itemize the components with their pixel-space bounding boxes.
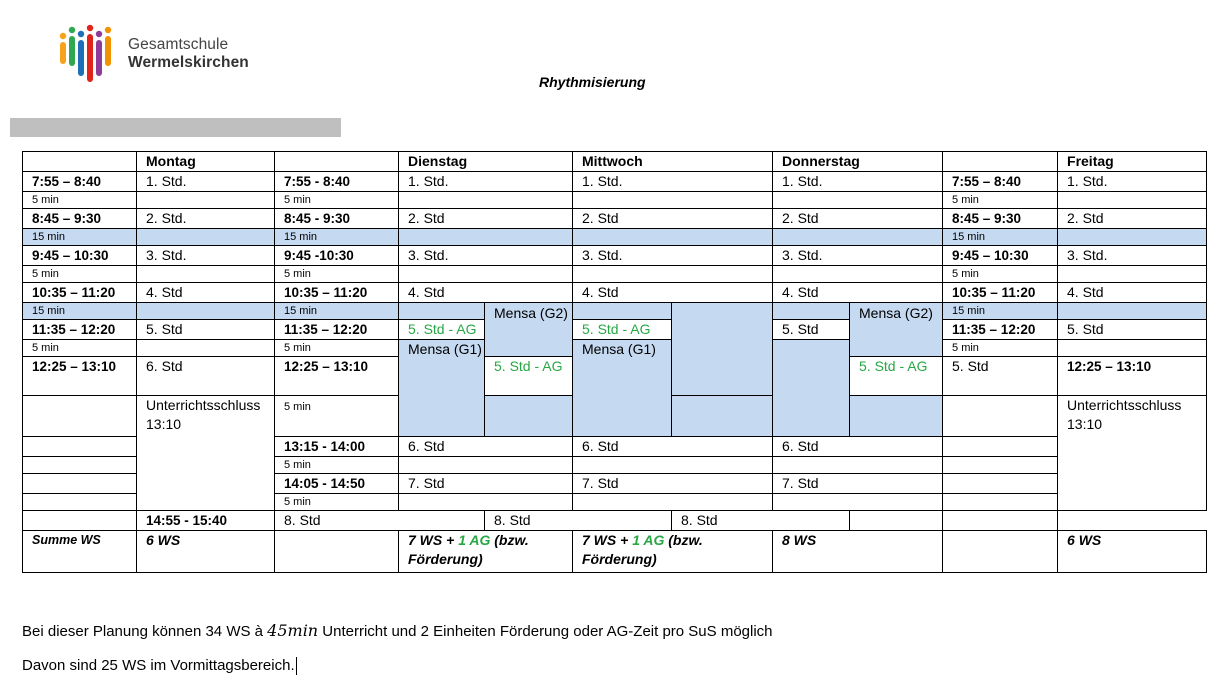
time-cell: 10:35 – 11:20	[23, 283, 137, 303]
lesson-cell: 5. Std	[1058, 320, 1207, 340]
time-cell: 11:35 – 12:20	[275, 320, 399, 340]
table-row	[23, 511, 1207, 531]
time-cell: 9:45 – 10:30	[23, 246, 137, 266]
summary-mittwoch	[573, 531, 773, 573]
time-cell: 12:25 – 13:10	[1058, 357, 1207, 396]
summary-prefix: 7 WS +	[408, 532, 459, 548]
empty-cell	[399, 303, 485, 320]
empty-cell	[137, 229, 275, 246]
lesson-cell: 5. Std	[943, 357, 1058, 396]
logo-line-1: Gesamtschule	[128, 36, 229, 53]
lesson-cell: 4. Std	[1058, 283, 1207, 303]
empty-cell	[1058, 229, 1207, 246]
pause-cell: 5 min	[23, 340, 137, 357]
table-row	[23, 246, 1207, 266]
time-cell: 10:35 – 11:20	[275, 283, 399, 303]
lesson-cell: 2. Std	[399, 209, 573, 229]
pause-row	[23, 192, 1207, 209]
summary-suffix: (bzw. Förderung)	[408, 532, 529, 567]
lesson-cell: 6. Std	[773, 437, 943, 457]
time-cell: 10:35 – 11:20	[943, 283, 1058, 303]
lesson-cell: 2. Std	[773, 209, 943, 229]
logo-figures-icon	[58, 22, 128, 84]
lesson-cell: 8. Std	[275, 511, 485, 531]
pause-cell: 5 min	[943, 192, 1058, 209]
empty-cell	[275, 531, 399, 573]
page-title: Rhythmisierung	[539, 74, 646, 90]
empty-cell	[773, 303, 850, 320]
summary-row	[23, 531, 1207, 573]
end-of-lessons-freitag: Unterrichtsschluss 13:10	[1058, 396, 1207, 511]
mensa-g1-dienstag: Mensa (G1)	[399, 340, 485, 437]
pause-row-long	[23, 303, 1207, 320]
header-empty	[275, 152, 399, 172]
header-donnerstag: Donnerstag	[773, 152, 943, 172]
footer-text-b: Unterricht und 2 Einheiten Förderung oder AG-Zeit pro SuS möglich	[318, 623, 773, 640]
mensa-block	[773, 340, 850, 437]
lesson-cell: 1. Std.	[773, 172, 943, 192]
empty-cell	[399, 457, 573, 474]
empty-cell	[773, 266, 943, 283]
lesson-cell: 2. Std.	[137, 209, 275, 229]
empty-cell	[773, 229, 943, 246]
pause-cell: 15 min	[275, 303, 399, 320]
header-montag: Montag	[137, 152, 275, 172]
lesson-cell: 2. Std	[573, 209, 773, 229]
time-cell: 12:25 – 13:10	[23, 357, 137, 396]
lesson-cell: 8. Std	[672, 511, 850, 531]
empty-cell	[943, 511, 1058, 531]
lesson-cell: 6. Std	[399, 437, 573, 457]
empty-cell	[943, 457, 1058, 474]
header-mittwoch: Mittwoch	[573, 152, 773, 172]
empty-cell	[137, 340, 275, 357]
empty-cell	[773, 192, 943, 209]
mensa-block	[850, 396, 943, 437]
empty-cell	[1058, 340, 1207, 357]
empty-cell	[1058, 192, 1207, 209]
pause-cell: 5 min	[275, 494, 399, 511]
pause-cell: 15 min	[943, 303, 1058, 320]
table-row	[23, 172, 1207, 192]
empty-cell	[773, 494, 943, 511]
header-dienstag: Dienstag	[399, 152, 573, 172]
lesson-cell: 3. Std.	[399, 246, 573, 266]
schedule-table	[22, 151, 1207, 573]
lesson-cell: 8. Std	[485, 511, 672, 531]
empty-cell	[573, 494, 773, 511]
empty-cell	[137, 266, 275, 283]
mensa-block	[485, 396, 573, 437]
time-cell: 12:25 – 13:10	[275, 357, 399, 396]
lesson-cell: 1. Std.	[137, 172, 275, 192]
time-cell: 14:55 - 15:40	[137, 511, 275, 531]
empty-cell	[943, 531, 1058, 573]
lesson-cell: 1. Std.	[573, 172, 773, 192]
time-cell: 8:45 – 9:30	[943, 209, 1058, 229]
pause-cell: 15 min	[23, 229, 137, 246]
ag-cell-mittwoch: 5. Std - AG	[573, 320, 672, 340]
empty-cell	[23, 457, 137, 474]
pause-cell: 5 min	[275, 340, 399, 357]
ag-cell-dienstag: 5. Std - AG	[399, 320, 485, 340]
lesson-cell: 5. Std	[773, 320, 850, 340]
header-row	[23, 152, 1207, 172]
text-cursor	[296, 657, 297, 675]
summary-donnerstag: 8 WS	[773, 531, 943, 573]
empty-cell	[1058, 266, 1207, 283]
lesson-cell: 3. Std.	[573, 246, 773, 266]
time-cell: 7:55 - 8:40	[275, 172, 399, 192]
pause-cell: 15 min	[23, 303, 137, 320]
logo-wordmark	[128, 36, 249, 72]
lesson-cell: 6. Std	[137, 357, 275, 396]
footer-line-2	[22, 657, 297, 675]
lesson-cell: 1. Std.	[399, 172, 573, 192]
ag-cell-dienstag-2: 5. Std - AG	[485, 357, 573, 396]
pause-cell: 15 min	[275, 229, 399, 246]
pause-cell: 5 min	[943, 266, 1058, 283]
lesson-cell: 3. Std.	[137, 246, 275, 266]
footer-math: 45min	[267, 621, 319, 640]
time-cell: 7:55 – 8:40	[943, 172, 1058, 192]
lesson-cell: 4. Std	[399, 283, 573, 303]
lesson-cell: 2. Std	[1058, 209, 1207, 229]
empty-cell	[399, 266, 573, 283]
lesson-cell: 7. Std	[399, 474, 573, 494]
lesson-cell: 4. Std	[137, 283, 275, 303]
mensa-g1-mittwoch: Mensa (G1)	[573, 340, 672, 437]
table-row	[23, 209, 1207, 229]
lesson-cell: 7. Std	[573, 474, 773, 494]
empty-cell	[137, 303, 275, 320]
header-freitag: Freitag	[1058, 152, 1207, 172]
empty-cell	[399, 229, 573, 246]
mensa-block	[672, 396, 773, 437]
empty-cell	[943, 474, 1058, 494]
empty-cell	[573, 303, 672, 320]
empty-cell	[23, 494, 137, 511]
empty-cell	[943, 494, 1058, 511]
pause-cell: 5 min	[23, 192, 137, 209]
pause-cell: 5 min	[275, 457, 399, 474]
pause-cell: 5 min	[275, 266, 399, 283]
time-cell: 13:15 - 14:00	[275, 437, 399, 457]
empty-cell	[399, 494, 573, 511]
gray-bar	[10, 118, 341, 137]
time-cell: 9:45 – 10:30	[943, 246, 1058, 266]
footer-line-1	[22, 621, 773, 640]
pause-row	[23, 266, 1207, 283]
summary-prefix: 7 WS +	[582, 532, 633, 548]
summary-dienstag	[399, 531, 573, 573]
pause-row-long	[23, 229, 1207, 246]
pause-cell: 5 min	[275, 192, 399, 209]
empty-cell	[23, 511, 137, 531]
empty-cell	[399, 192, 573, 209]
end-of-lessons-montag: Unterrichtsschluss 13:10	[137, 396, 275, 511]
lesson-cell: 4. Std	[573, 283, 773, 303]
empty-cell	[573, 266, 773, 283]
table-row	[23, 283, 1207, 303]
lesson-cell: 6. Std	[573, 437, 773, 457]
empty-cell	[943, 437, 1058, 457]
empty-cell	[943, 396, 1058, 437]
footer-text-a: Bei dieser Planung können 34 WS à	[22, 623, 268, 640]
empty-cell	[850, 511, 943, 531]
time-cell: 11:35 – 12:20	[943, 320, 1058, 340]
empty-cell	[1058, 303, 1207, 320]
lesson-cell: 3. Std.	[1058, 246, 1207, 266]
summary-montag: 6 WS	[137, 531, 275, 573]
summary-ag: 1 AG	[632, 532, 665, 548]
empty-cell	[23, 474, 137, 494]
footer-text-2: Davon sind 25 WS im Vormittagsbereich.	[22, 657, 295, 674]
summary-ag: 1 AG	[458, 532, 491, 548]
summary-label: Summe WS	[23, 531, 137, 573]
mensa-g2-donnerstag: Mensa (G2)	[850, 303, 943, 357]
lesson-cell: 7. Std	[773, 474, 943, 494]
lesson-cell: 5. Std	[137, 320, 275, 340]
empty-cell	[573, 229, 773, 246]
empty-cell	[573, 457, 773, 474]
empty-cell	[23, 396, 137, 437]
time-cell: 9:45 -10:30	[275, 246, 399, 266]
empty-cell	[23, 437, 137, 457]
ag-cell-mittwoch-2: 5. Std - AG	[850, 357, 943, 396]
empty-cell	[773, 457, 943, 474]
time-cell: 8:45 - 9:30	[275, 209, 399, 229]
pause-cell: 5 min	[943, 340, 1058, 357]
pause-cell: 5 min	[275, 396, 399, 437]
pause-cell: 5 min	[23, 266, 137, 283]
pause-row	[23, 340, 1207, 357]
lesson-cell: 3. Std.	[773, 246, 943, 266]
empty-cell	[137, 192, 275, 209]
time-cell: 14:05 - 14:50	[275, 474, 399, 494]
summary-suffix: (bzw. Förderung)	[582, 532, 703, 567]
empty-cell	[573, 192, 773, 209]
logo-line-2: Wermelskirchen	[128, 54, 249, 71]
lesson-cell: 4. Std	[773, 283, 943, 303]
header-empty	[943, 152, 1058, 172]
mensa-g2-dienstag: Mensa (G2)	[485, 303, 573, 357]
time-cell: 7:55 – 8:40	[23, 172, 137, 192]
time-cell: 8:45 – 9:30	[23, 209, 137, 229]
header-empty	[23, 152, 137, 172]
table-row	[23, 320, 1207, 340]
time-cell: 11:35 – 12:20	[23, 320, 137, 340]
summary-freitag: 6 WS	[1058, 531, 1207, 573]
mensa-block	[672, 303, 773, 396]
pause-cell: 15 min	[943, 229, 1058, 246]
lesson-cell: 1. Std.	[1058, 172, 1207, 192]
